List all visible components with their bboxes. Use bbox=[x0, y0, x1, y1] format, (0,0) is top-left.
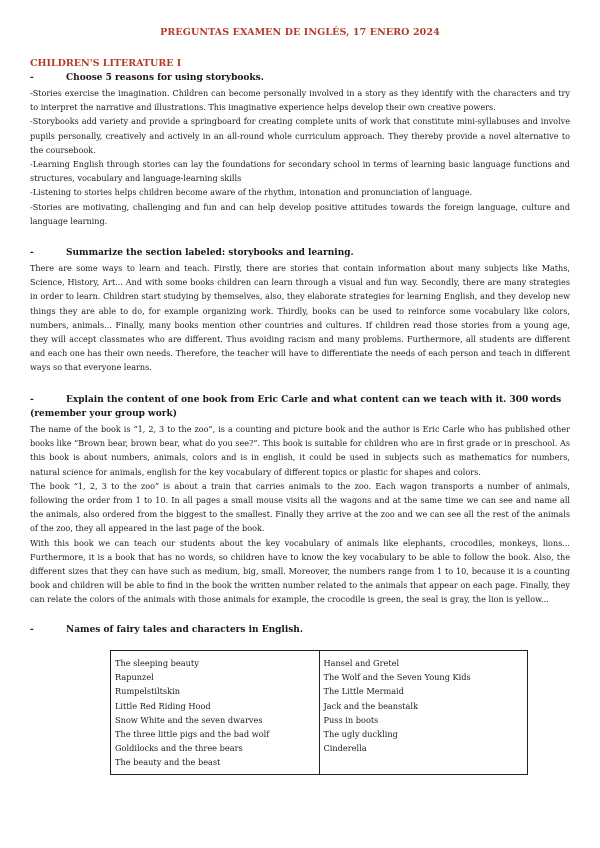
bullet-dash: - bbox=[30, 625, 34, 635]
question-2-text: Summarize the section labeled: storybooks and learning. bbox=[66, 248, 354, 258]
paragraph: The name of the book is “1, 2, 3 to the zoo”, is a counting and picture book and the author is Eric Carle who has published other books like “Brown bear, brown bear, what do you see?”. This book is suitable for children who are in first grade or in preschool. As this book is about numbers, animals, colors and is in english, it could be used in subjects such as mathematics for numbers, natural science for animals, english for the key vocabulary of different topics or plastic for shapes and colors. bbox=[30, 424, 570, 477]
question-3 bbox=[30, 393, 561, 421]
paragraph: With this book we can teach our students about the key vocabulary of animals like elephants, crocodiles, monkeys, lions... Furthermore, it is a book that has no words, so children have to know the key vocabulary to be able to follow the book. Also, the different sizes that they can have such as medium, big, small. Moreover, the numbers range from 1 to 10, because it is a counting book and children will be able to find in the book the written number related to the animals that appear on each page. Finally, they can relate the colors of the animals with those animals for example, the crocodile is green, the seal is gray, the lion is yellow... bbox=[30, 537, 570, 605]
list-item: Little Red Riding Hood bbox=[115, 700, 211, 711]
page-title: PREGUNTAS EXAMEN DE INGLÉS, 17 ENERO 2024 bbox=[160, 27, 440, 38]
list-item: Cinderella bbox=[323, 743, 367, 754]
fairy-tales-right-column bbox=[319, 651, 528, 775]
list-item: Puss in boots bbox=[323, 714, 379, 725]
list-item: Hansel and Gretel bbox=[323, 658, 400, 668]
section-title: CHILDREN'S LITERATURE I bbox=[30, 58, 182, 69]
paragraph: The book “1, 2, 3 to the zoo” is about a train that carries animals to the zoo. Each wagon transports a number of animals, following the order from 1 to 10. In all pages a small mouse visits all the wagons and at the same time we can see and name all the animals, also ordered from the biggest to the smallest. Finally they arrive at the zoo and we can see all the rest of the animals of the zoo, they all appeared in the last page of the book. bbox=[30, 480, 570, 534]
paragraph: There are some ways to learn and teach. Firstly, there are stories that contain information about many subjects like Maths, Science, History, Art... And with some books children can learn through a visual and fun way. Secondly, there are many strategies in order to learn. Children start studying by themselves, also, they elaborate strategies for learning English, and they develop new things they are able to do, for example organizing work. Thirdly, books can be used to reinforce some vocabulary like colors, numbers, animals... Finally, many books mention other countries and cultures. If children read those stories from a young age, they will accept classmates who are different. Thus avoiding racism and many problems. Furthermore, all students are different and each one has their own needs. Therefore, the teacher will have to differentiate the needs of each person and teach in different ways so that everyone learns. bbox=[30, 263, 570, 373]
question-1-text: Choose 5 reasons for using storybooks. bbox=[66, 73, 264, 83]
list-item: The beauty and the beast bbox=[115, 757, 221, 768]
question-2 bbox=[30, 246, 354, 260]
answer-1 bbox=[30, 86, 570, 228]
list-item: The three little pigs and the bad wolf bbox=[115, 729, 270, 740]
list-item: Jack and the beanstalk bbox=[323, 700, 419, 711]
question-4 bbox=[30, 623, 303, 637]
bullet-dash: - bbox=[30, 73, 34, 83]
answer-2 bbox=[30, 261, 570, 375]
paragraph: -Storybooks add variety and provide a springboard for creating complete units of work that constitute mini-syllabuses and involve pupils personally, creatively and actively in an all-round whole curriculum approach. They thereby provide a novel alternative to the coursebook. bbox=[30, 116, 570, 155]
bullet-dash: - bbox=[30, 395, 34, 405]
fairy-tales-table bbox=[110, 650, 528, 775]
list-item: Goldilocks and the three bears bbox=[115, 743, 243, 754]
fairy-tales-left-column bbox=[111, 651, 320, 775]
question-1 bbox=[30, 71, 264, 85]
question-4-text: Names of fairy tales and characters in English. bbox=[66, 625, 303, 635]
paragraph: -Learning English through stories can lay the foundations for secondary school in terms of learning basic language functions and structures, vocabulary and language-learning skills bbox=[30, 159, 570, 184]
table-row bbox=[111, 651, 528, 775]
list-item: The Little Mermaid bbox=[323, 686, 405, 697]
paragraph: -Stories are motivating, challenging and fun and can help develop positive attitudes towards the foreign language, culture and language learning. bbox=[30, 201, 570, 226]
question-3-text: Explain the content of one book from Eric Carle and what content can we teach with it. 300 words bbox=[66, 395, 562, 405]
bullet-dash: - bbox=[30, 248, 34, 258]
list-item: Rumpelstiltskin bbox=[115, 686, 180, 697]
question-3-note: (remember your group work) bbox=[30, 409, 178, 419]
list-item: The ugly duckling bbox=[323, 729, 398, 740]
answer-3 bbox=[30, 422, 570, 607]
list-item: Rapunzel bbox=[115, 672, 154, 683]
list-item: The sleeping beauty bbox=[115, 658, 199, 668]
list-item: Snow White and the seven dwarves bbox=[115, 714, 263, 725]
list-item: The Wolf and the Seven Young Kids bbox=[323, 672, 471, 683]
paragraph: -Stories exercise the imagination. Children can become personally involved in a story as they identify with the characters and try to interpret the narrative and illustrations. This imaginative experience helps develop their own creative powers. bbox=[30, 88, 570, 113]
paragraph: -Listening to stories helps children become aware of the rhythm, intonation and pronunciation of language. bbox=[30, 187, 473, 198]
